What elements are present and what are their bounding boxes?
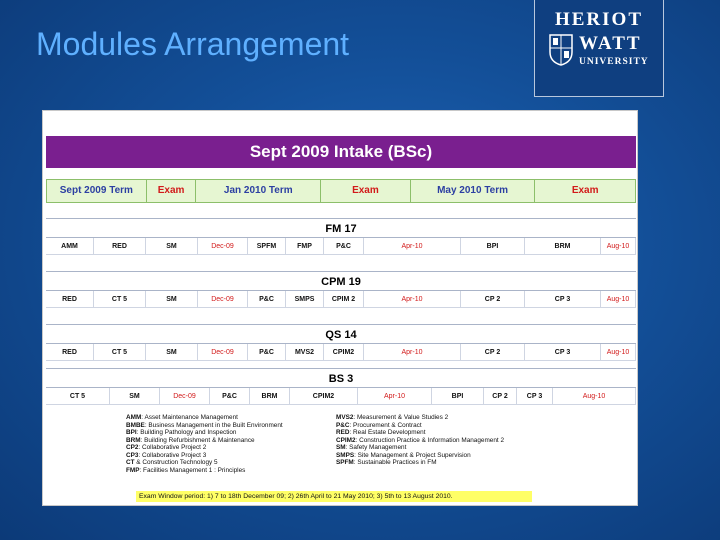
module-cell: RED (94, 238, 146, 254)
module-cell: CP 3 (517, 388, 553, 404)
module-cell: CPIM 2 (324, 291, 364, 307)
exam-date-cell: Apr-10 (364, 344, 461, 360)
exam-date-cell: Aug-10 (553, 388, 636, 404)
legend-entry (126, 444, 326, 452)
legend-right-column (336, 414, 556, 467)
slide-title: Modules Arrangement (36, 26, 350, 62)
legend-description: : Building Pathology and Inspection (136, 429, 237, 436)
module-cell: P&C (324, 238, 364, 254)
legend-code: MVS2 (336, 414, 354, 421)
exam-date-cell: Apr-10 (364, 291, 461, 307)
term-header-4: May 2010 Term (411, 180, 536, 202)
module-cell: CP 2 (461, 291, 525, 307)
legend-code: SMPS (336, 451, 355, 459)
module-cell: CP 2 (484, 388, 517, 404)
legend-code: RED (336, 429, 350, 436)
terms-header-row (46, 179, 636, 203)
module-row (46, 238, 636, 255)
legend-entry (126, 414, 326, 422)
logo-line-3: UNIVERSITY (579, 57, 649, 67)
term-header-3: Exam (321, 180, 411, 202)
module-cell: SM (146, 238, 198, 254)
exam-date-cell: Aug-10 (601, 344, 636, 360)
module-cell: SM (110, 388, 160, 404)
module-cell: MVS2 (286, 344, 324, 360)
module-cell: AMM (46, 238, 94, 254)
intake-document (42, 110, 638, 506)
legend-entry (336, 422, 556, 430)
module-row (46, 344, 636, 361)
legend-code: SPFM (336, 459, 354, 466)
module-cell: FMP (286, 238, 324, 254)
legend-description: : Building Refurbishment & Maintenance (140, 436, 255, 444)
programme-block (46, 218, 636, 258)
exam-date-cell: Dec-09 (198, 291, 248, 307)
exam-date-cell: Apr-10 (358, 388, 432, 404)
legend-entry (126, 437, 326, 445)
legend-description: : Procurement & Contract (349, 421, 422, 429)
exam-date-cell: Dec-09 (198, 238, 248, 254)
legend-description: : Safety Management (345, 444, 407, 451)
legend-description: : Real Estate Development (349, 429, 426, 436)
legend-code: P&C (336, 421, 350, 429)
legend-entry (336, 459, 556, 467)
legend-description: : Construction Practice & Information Management 2 (355, 436, 505, 444)
programme-title: BS 3 (46, 368, 636, 388)
legend-entry (336, 444, 556, 452)
module-cell: P&C (248, 291, 286, 307)
exam-date-cell: Dec-09 (160, 388, 210, 404)
legend-description: : Facilities Management 1 : Principles (139, 466, 246, 474)
legend-code: SM (336, 444, 346, 451)
legend-entry (336, 437, 556, 445)
module-cell: SPFM (248, 238, 286, 254)
module-cell: CP 3 (525, 291, 601, 307)
logo-line-1: HERIOT (554, 9, 644, 30)
legend-description: : Measurement & Value Studies 2 (353, 414, 449, 421)
exam-date-cell: Aug-10 (601, 238, 636, 254)
legend-description: : Collaborative Project 3 (138, 451, 207, 459)
legend-entry (336, 429, 556, 437)
module-cell: CT 5 (94, 291, 146, 307)
intake-heading: Sept 2009 Intake (BSc) (46, 136, 636, 168)
term-header-0: Sept 2009 Term (47, 180, 147, 202)
module-legend (126, 414, 546, 490)
legend-entry (126, 459, 326, 467)
module-cell: CPIM2 (290, 388, 358, 404)
programme-block (46, 271, 636, 311)
legend-code: CPIM2 (336, 436, 356, 444)
module-cell: RED (46, 344, 94, 360)
exam-date-cell: Dec-09 (198, 344, 248, 360)
module-row (46, 291, 636, 308)
term-header-5: Exam (535, 180, 635, 202)
legend-description: : Business Management in the Built Environment (144, 421, 283, 429)
programme-title: QS 14 (46, 324, 636, 344)
legend-code: CT (126, 459, 135, 466)
programme-block (46, 324, 636, 364)
legend-entry (336, 452, 556, 460)
programme-title: CPM 19 (46, 271, 636, 291)
legend-description: & Construction Technology 5 (134, 459, 218, 466)
legend-entry (336, 414, 556, 422)
module-cell: SM (146, 291, 198, 307)
module-row (46, 388, 636, 405)
module-cell: BPI (432, 388, 484, 404)
module-cell: SMPS (286, 291, 324, 307)
programme-block (46, 368, 636, 408)
legend-code: CP2 (126, 444, 139, 451)
legend-entry (126, 467, 326, 475)
module-cell: SM (146, 344, 198, 360)
term-header-2: Jan 2010 Term (196, 180, 321, 202)
legend-code: FMP (126, 466, 140, 474)
legend-description: : Collaborative Project 2 (138, 444, 207, 451)
logo-line-2: WATT (579, 33, 642, 54)
legend-code: BRM (126, 436, 141, 444)
module-cell: BPI (461, 238, 525, 254)
legend-code: BMBE (126, 421, 145, 429)
module-cell: CPIM2 (324, 344, 364, 360)
module-cell: CP 3 (525, 344, 601, 360)
module-cell: CT 5 (94, 344, 146, 360)
university-logo (534, 0, 664, 97)
term-header-1: Exam (147, 180, 197, 202)
legend-description: : Site Management & Project Supervision (354, 451, 471, 459)
legend-entry (126, 429, 326, 437)
module-cell: CP 2 (461, 344, 525, 360)
legend-entry (126, 452, 326, 460)
module-cell: RED (46, 291, 94, 307)
module-cell: CT 5 (46, 388, 110, 404)
programme-title: FM 17 (46, 218, 636, 238)
module-cell: BRM (250, 388, 290, 404)
legend-code: AMM (126, 414, 142, 421)
legend-left-column (126, 414, 326, 474)
module-cell: BRM (525, 238, 601, 254)
exam-date-cell: Aug-10 (601, 291, 636, 307)
exam-date-cell: Apr-10 (364, 238, 461, 254)
legend-description: : Asset Maintenance Management (141, 414, 238, 421)
module-cell: P&C (248, 344, 286, 360)
module-cell: P&C (210, 388, 250, 404)
exam-window-note: Exam Window period: 1) 7 to 18th December 09; 2) 26th April to 21 May 2010; 3) 5th to 13 August 2010. (136, 491, 532, 502)
legend-code: CP3 (126, 451, 139, 459)
legend-code: BPI (126, 429, 137, 436)
legend-description: : Sustainable Practices in FM (353, 459, 437, 466)
legend-entry (126, 422, 326, 430)
crest-icon (549, 34, 573, 66)
